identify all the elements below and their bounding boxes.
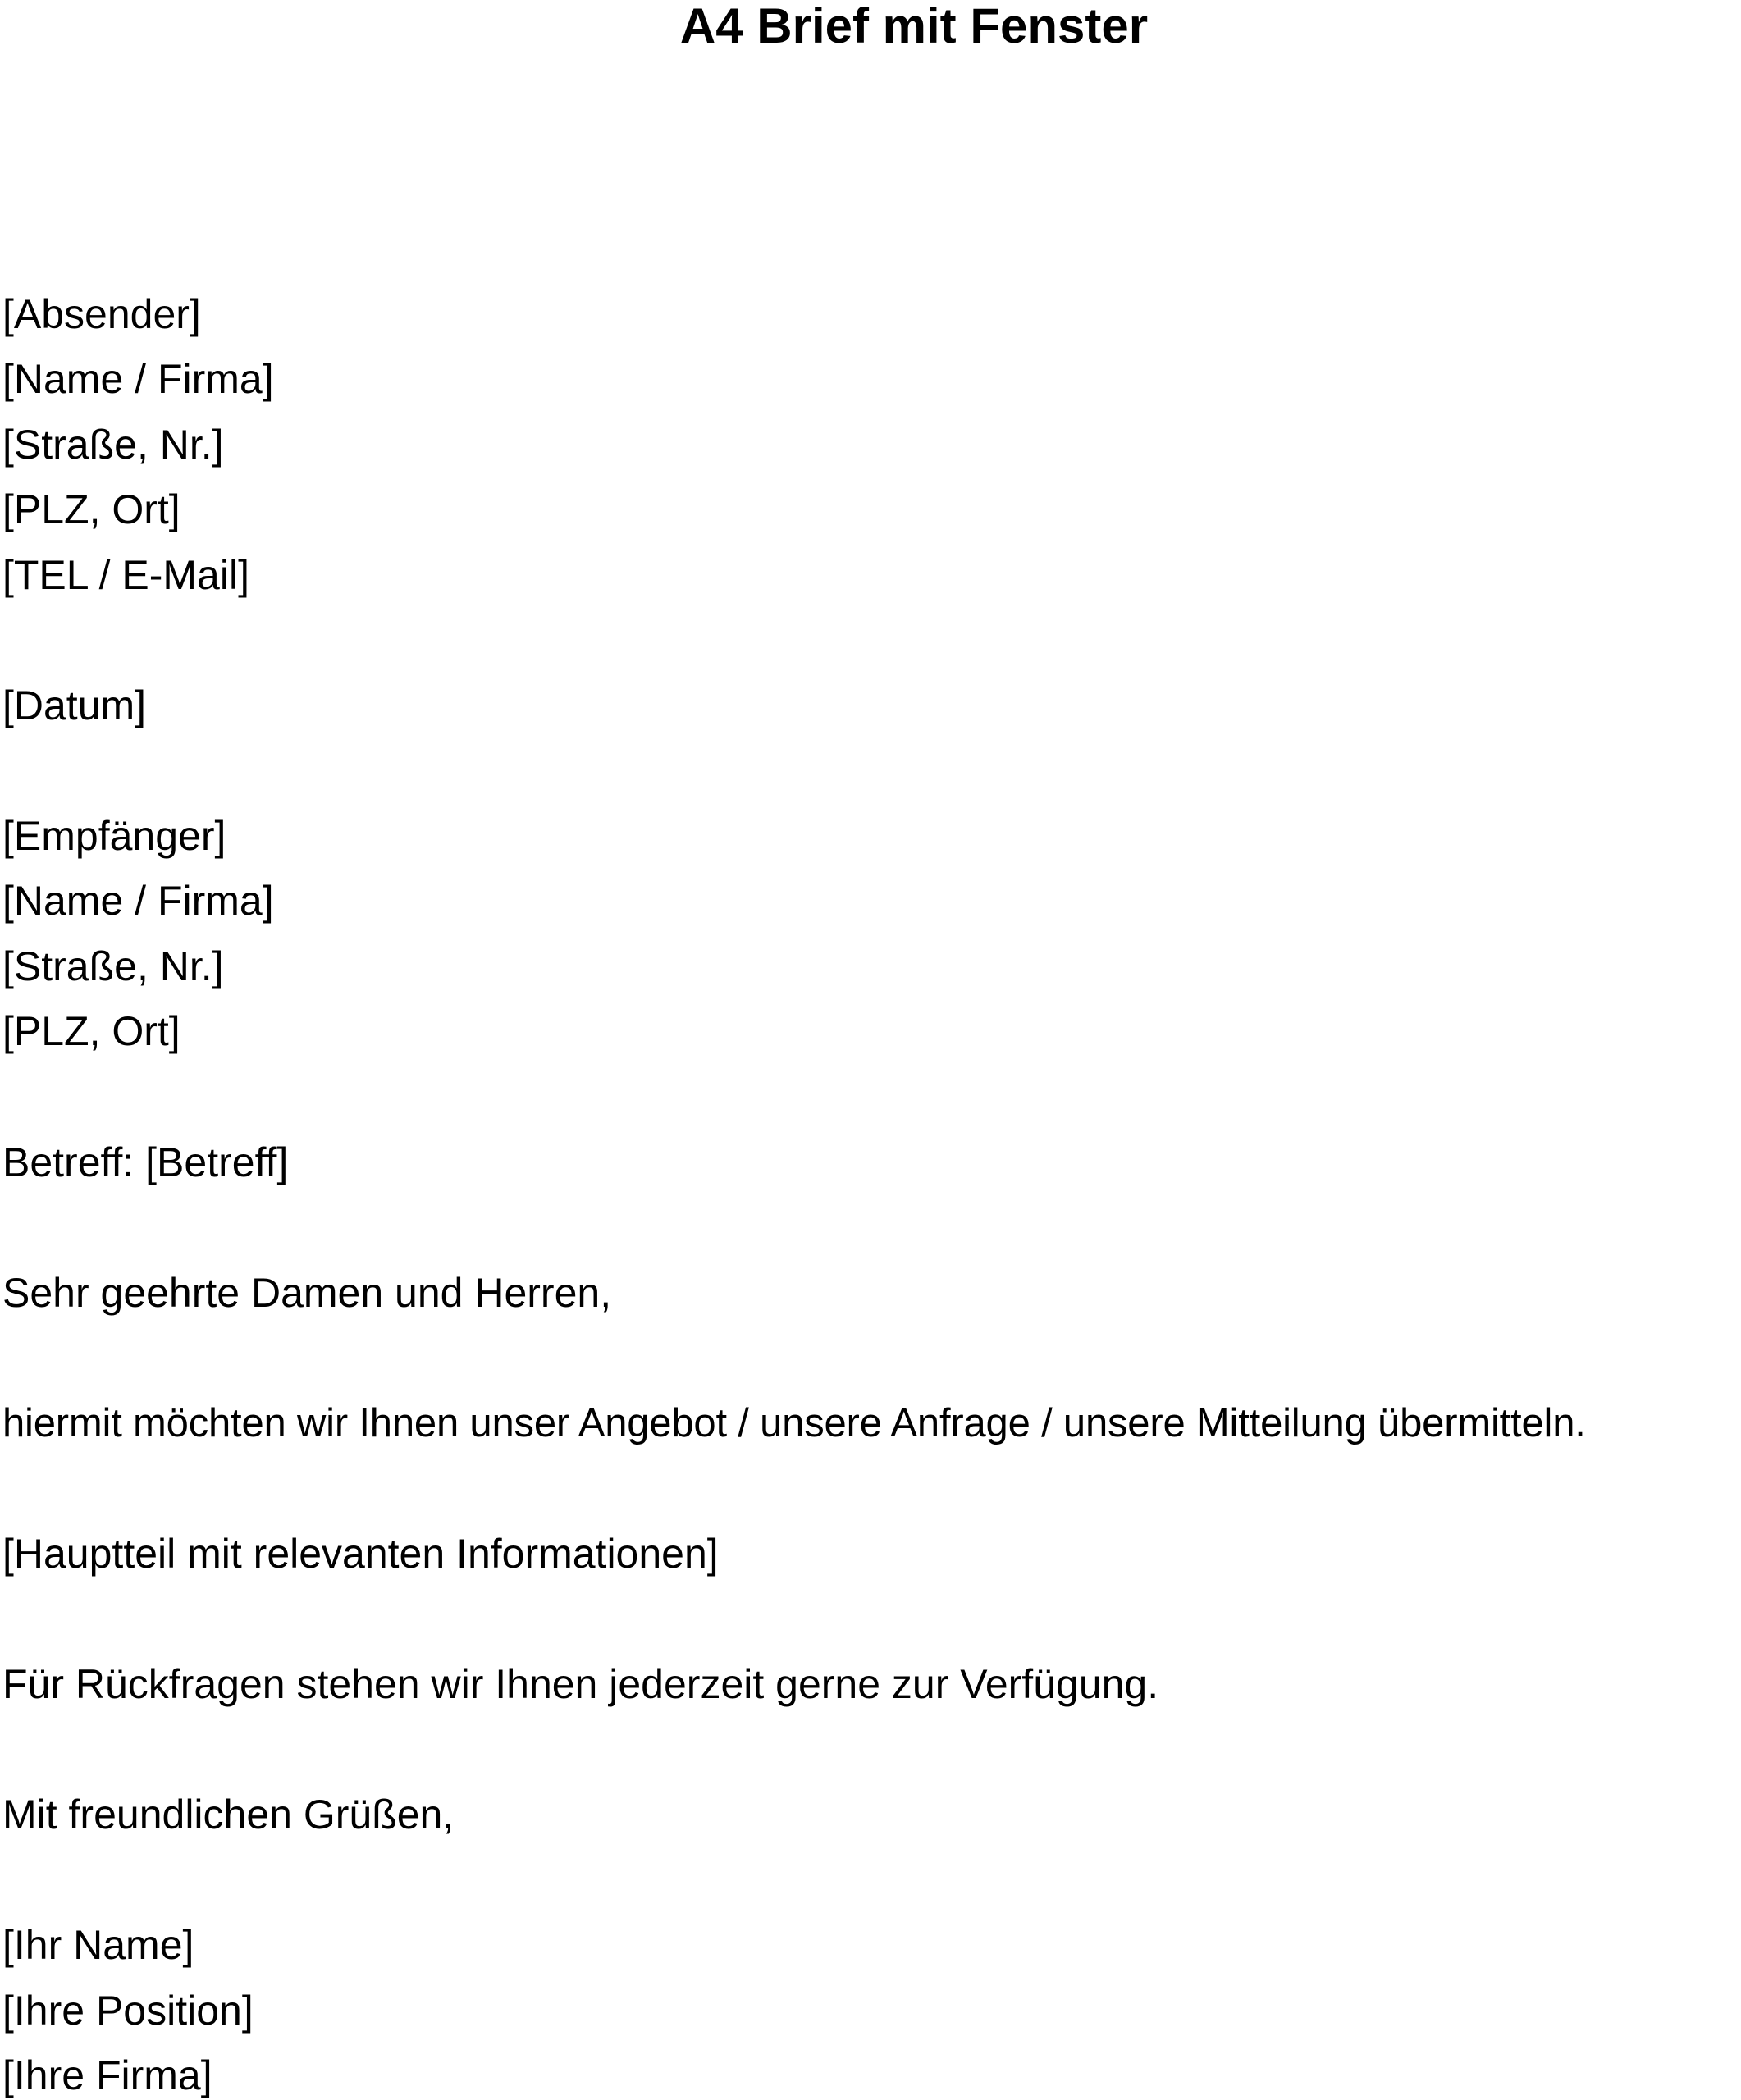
recipient-city: [PLZ, Ort]: [2, 1008, 180, 1054]
recipient-street: [Straße, Nr.]: [2, 943, 224, 989]
sender-city: [PLZ, Ort]: [2, 486, 180, 532]
salutation: Sehr geehrte Damen und Herren,: [2, 1270, 612, 1316]
subject-line: Betreff: [Betreff]: [2, 1139, 289, 1185]
sender-name: [Name / Firma]: [2, 356, 274, 402]
recipient-heading: [Empfänger]: [2, 813, 226, 859]
body-main: [Hauptteil mit relevanten Informationen]: [2, 1531, 719, 1577]
document-title: A4 Brief mit Fenster: [679, 0, 1149, 53]
signature-name: [Ihr Name]: [2, 1922, 194, 1968]
sender-contact: [TEL / E-Mail]: [2, 552, 249, 598]
sender-heading: [Absender]: [2, 291, 201, 337]
signature-company: [Ihre Firma]: [2, 2052, 212, 2098]
closing-phrase: Mit freundlichen Grüßen,: [2, 1792, 455, 1838]
letter-date: [Datum]: [2, 682, 147, 728]
recipient-name: [Name / Firma]: [2, 878, 274, 924]
signature-position: [Ihre Position]: [2, 1988, 254, 2034]
body-intro: hiermit möchten wir Ihnen unser Angebot / unsere Anfrage / unsere Mitteilung übermitteln.: [2, 1401, 1586, 1445]
sender-street: [Straße, Nr.]: [2, 422, 224, 468]
body-closing-sentence: Für Rückfragen stehen wir Ihnen jederzeit gerne zur Verfügung.: [2, 1661, 1159, 1707]
